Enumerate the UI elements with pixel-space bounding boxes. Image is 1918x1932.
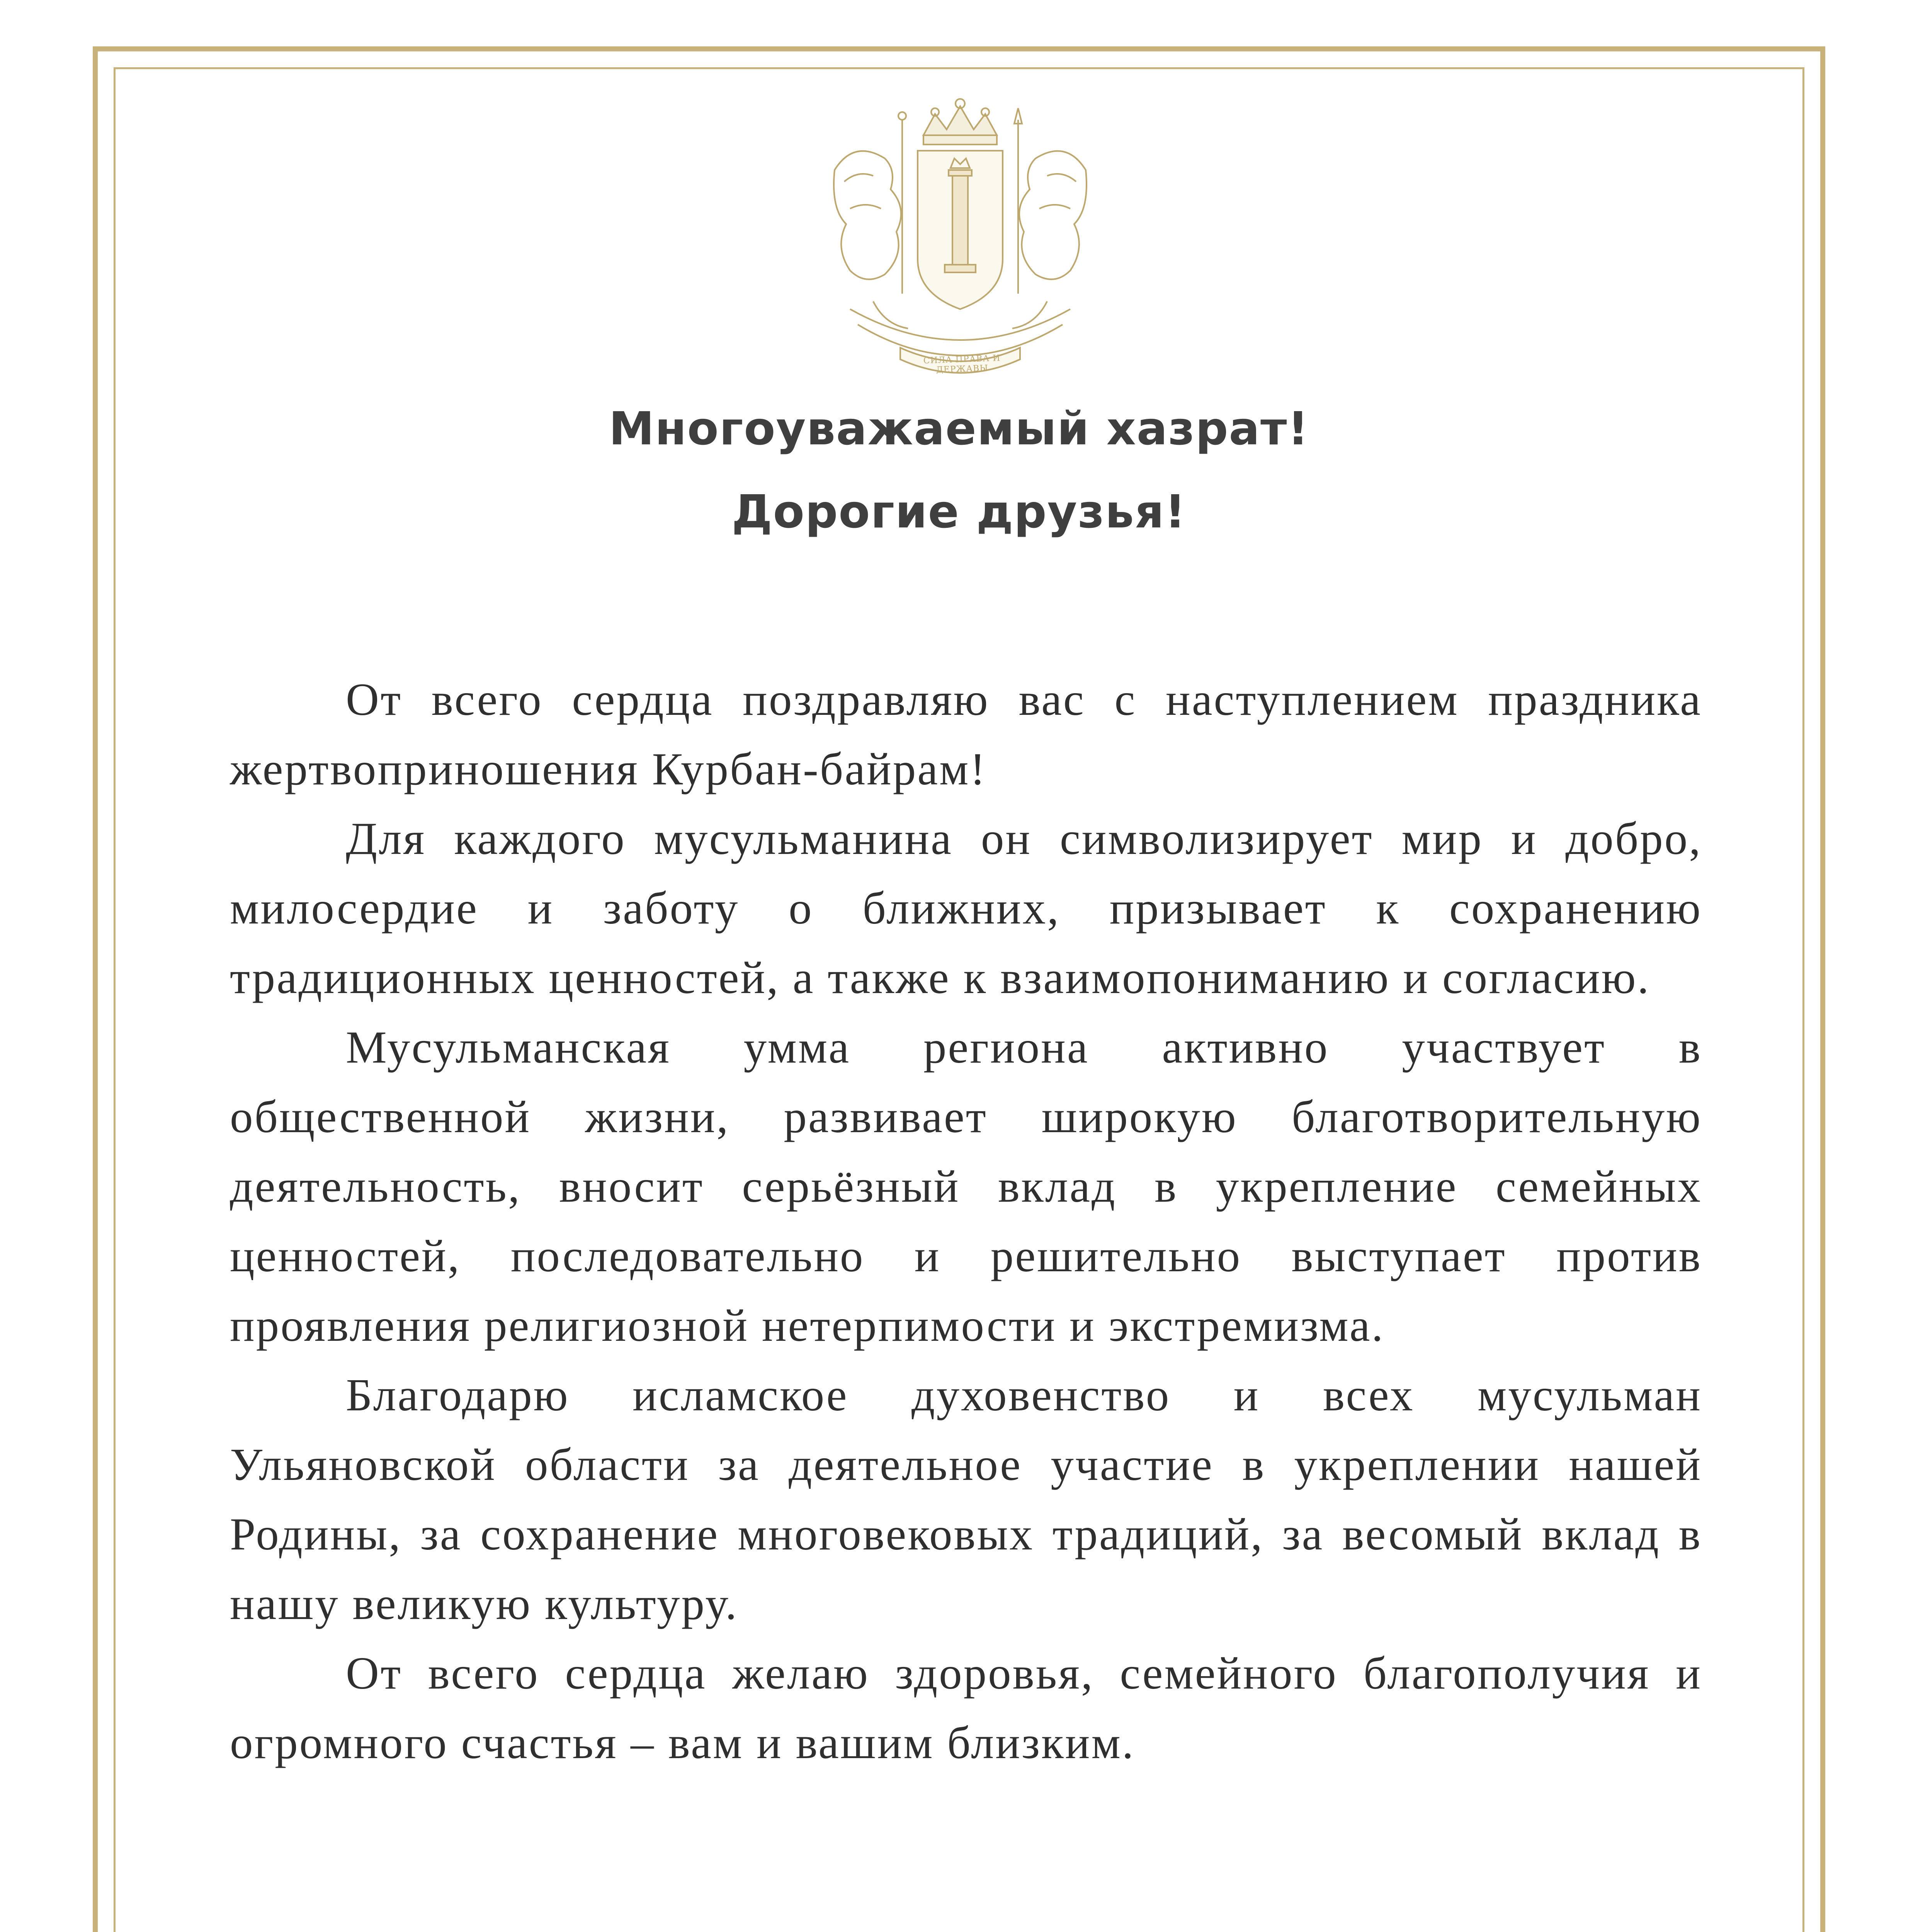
paragraph-3: Мусульманская умма региона активно участвует в общественной жизни, развивает широкую благотворительную деятельность, вносит серьёзный вклад в укрепление семейных ценностей, последовательно и решительно выступает против проявления религиозной нетерпимости и экстремизма. xyxy=(230,1022,1702,1351)
paragraph-1: От всего сердца поздравляю вас с наступлением праздника жертвоприношения Курбан-байрам! xyxy=(230,674,1702,794)
emblem-motto: СИЛА ПРАВА И ДЕРЖАВЫ xyxy=(923,353,1001,375)
paragraph-5: От всего сердца желаю здоровья, семейного благополучия и огромного счастья – вам и вашим близким. xyxy=(230,1648,1702,1768)
letter-body xyxy=(230,665,1702,1777)
greeting-line-2: Дорогие друзья! xyxy=(731,485,1187,538)
greeting-line-1: Многоуважаемый хазрат! xyxy=(609,402,1309,455)
paragraph-4: Благодарю исламское духовенство и всех мусульман Ульяновской области за деятельное участие в укреплении нашей Родины, за сохранение многовековых традиций, за весомый вклад в нашу великую культуру. xyxy=(230,1369,1702,1629)
coat-of-arms-icon xyxy=(808,93,1113,386)
paragraph-2: Для каждого мусульманина он символизирует мир и добро, милосердие и заботу о ближних, призывает к сохранению традиционных ценностей, а также к взаимопониманию и согласию. xyxy=(230,813,1702,1003)
